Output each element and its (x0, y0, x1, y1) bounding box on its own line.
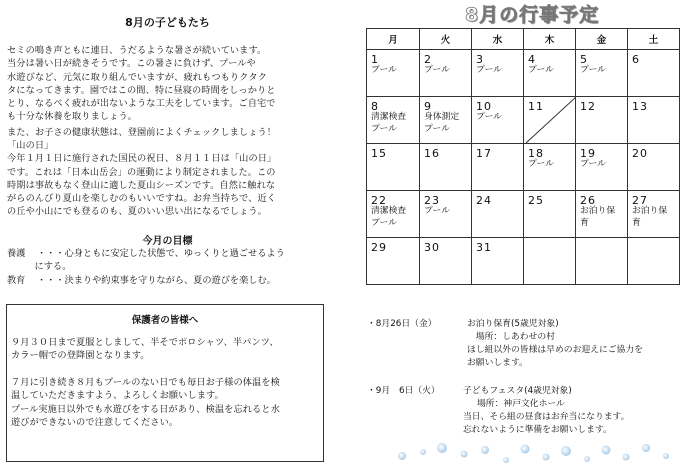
day-event: プール (371, 65, 397, 75)
goals-title: 今月の目標 (142, 236, 193, 247)
calendar-day-cell (367, 50, 420, 97)
kids-paragraph-2: また、お子さの健康状態は、登園前によくチェックしましょう！ (7, 127, 277, 138)
day-number: 1 (371, 53, 379, 66)
event-1-line: お願いします。 (467, 358, 528, 368)
weekday-wed: 水 (472, 29, 524, 50)
day-number: 25 (528, 194, 544, 207)
calendar-day-cell (472, 50, 524, 97)
calendar-day-cell (420, 238, 472, 285)
day-number: 20 (632, 147, 648, 160)
day-event: 清潔検査 プール (371, 206, 407, 228)
calendar-day-cell (576, 191, 628, 238)
calendar-day-cell-holiday (524, 97, 576, 144)
bubble-dot (503, 457, 509, 463)
calendar-day-cell (367, 144, 420, 191)
event-1-line: お泊り保育(5歳児対象) (467, 319, 559, 329)
calendar-day-cell (524, 50, 576, 97)
day-number: 13 (632, 100, 648, 113)
calendar-day-cell (472, 191, 524, 238)
calendar-day-cell (367, 191, 420, 238)
calendar-day-cell (420, 97, 472, 144)
event-1-line: 場所：しあわせの村 (467, 332, 555, 342)
bubble-dot (437, 443, 447, 453)
bubble-dot (543, 454, 550, 461)
weekday-sat: 土 (628, 29, 680, 50)
bubble-dot (663, 453, 669, 459)
day-number: 16 (424, 147, 440, 160)
day-number: 12 (580, 100, 596, 113)
day-number: 2 (424, 53, 432, 66)
calendar-day-cell (628, 50, 680, 97)
calendar-week (367, 144, 680, 191)
weekday-tue: 火 (420, 29, 472, 50)
event-2-line: 忘れないように準備をお願いします。 (463, 425, 612, 435)
calendar-day-cell (472, 97, 524, 144)
day-event: プール (528, 159, 554, 169)
goal-nursing (7, 247, 332, 274)
day-number: 6 (632, 53, 640, 66)
day-number: 10 (476, 100, 492, 113)
day-number: 3 (476, 53, 484, 66)
day-event: プール (424, 206, 450, 216)
calendar-day-cell (628, 144, 680, 191)
calendar-day-cell (420, 50, 472, 97)
parents-notice-box (6, 304, 324, 462)
bubble-dot (623, 454, 630, 461)
calendar-day-cell (524, 144, 576, 191)
calendar-week (367, 50, 680, 97)
calendar-day-cell (576, 50, 628, 97)
day-number: 9 (424, 100, 432, 113)
day-number: 15 (371, 147, 387, 160)
weekday-header-row (367, 29, 680, 50)
left-column (0, 0, 335, 473)
day-event: 清潔検査 プール (371, 112, 407, 134)
decorative-bubbles (390, 440, 680, 473)
bubble-dot (521, 445, 530, 454)
day-event: お泊り保 育 (580, 206, 616, 228)
day-number: 4 (528, 53, 536, 66)
day-number: 29 (371, 241, 387, 254)
calendar-day-cell (576, 97, 628, 144)
day-number: 27 (632, 194, 648, 207)
calendar-week (367, 97, 680, 144)
day-event: プール (528, 65, 554, 75)
bubble-dot (584, 456, 590, 462)
notice-paragraph-2: ７月に引き続き８月もプールのない日でも毎日お子様の体温を検 温していただきますよう、よろしくお願いします。 プール実施日以外でも水遊びをする日があり、検温を忘れると水 遊びができないので注意してください。 (11, 377, 280, 428)
event-1-line: ほし組以外の皆様は早めのお迎えにご協力を (467, 345, 643, 355)
calendar-day-cell-empty (576, 238, 628, 285)
weekday-thu: 木 (524, 29, 576, 50)
day-number: 19 (580, 147, 596, 160)
event-2-line: 子どもフェスタ(4歳児対象) (463, 386, 572, 396)
bubble-dot (461, 451, 468, 458)
goal-label: 養護 (7, 248, 26, 259)
day-number: 17 (476, 147, 492, 160)
goal-label: 教育 (7, 275, 26, 286)
calendar-day-cell-empty (524, 238, 576, 285)
day-number: 23 (424, 194, 440, 207)
day-event: プール (476, 65, 502, 75)
day-event: プール (424, 65, 450, 75)
calendar-day-cell (628, 191, 680, 238)
calendar-day-cell (420, 191, 472, 238)
bubble-dot (642, 444, 650, 452)
calendar-day-cell (420, 144, 472, 191)
event-1-date: ・8月26日（金） (367, 319, 437, 329)
notice-paragraph-1: ９月３０日まで夏服としまして、半そでポロシャツ、半パンツ、 カラー帽での登降園となります。 (11, 337, 279, 362)
calendar-day-cell (576, 144, 628, 191)
day-event: 身体測定 プール (424, 112, 460, 134)
calendar-day-cell (472, 144, 524, 191)
event-2-date: ・9月 6日（火） (367, 386, 440, 396)
goal-education (7, 274, 332, 287)
day-number: 11 (528, 100, 544, 113)
event-2-line: 当日、そら組の昼食はお弁当になります。 (463, 412, 630, 422)
right-column (335, 0, 680, 473)
day-number: 26 (580, 194, 596, 207)
day-event: プール (476, 112, 502, 122)
calendar-day-cell (367, 97, 420, 144)
august-calendar (366, 28, 680, 285)
bubble-dot (602, 446, 611, 455)
goal-text: ・・・決まりや約束事を守りながら、夏の遊びを楽しむ。 (37, 275, 276, 286)
day-number: 8 (371, 100, 379, 113)
kids-section-title: 8月の子どもたち (125, 16, 210, 29)
day-number: 22 (371, 194, 387, 207)
weekday-fri: 金 (576, 29, 628, 50)
holiday-diagonal-slash (524, 97, 576, 143)
calendar-day-cell (628, 97, 680, 144)
day-number: 30 (424, 241, 440, 254)
notice-title: 保護者の皆様へ (131, 315, 199, 326)
day-event: お泊り保 育 (632, 206, 668, 228)
day-event: プール (580, 159, 606, 169)
bubble-dot (398, 452, 406, 460)
bubble-dot (420, 449, 426, 455)
day-number: 5 (580, 53, 588, 66)
calendar-day-cell-empty (628, 238, 680, 285)
calendar-body (367, 50, 680, 285)
day-event: プール (580, 65, 606, 75)
schedule-banner-title: 8月の行事予定 (465, 4, 600, 26)
calendar-day-cell (367, 238, 420, 285)
calendar-week (367, 238, 680, 285)
bubble-dot (481, 446, 489, 454)
day-number: 24 (476, 194, 492, 207)
event-2-line: 場所：神戸文化ホール (477, 399, 565, 409)
weekday-mon: 月 (367, 29, 420, 50)
goal-text: ・・・心身ともに安定した状態で、ゆっくりと過ごせるよう にする。 (34, 248, 285, 273)
calendar-day-cell (524, 191, 576, 238)
bubble-dot (561, 446, 571, 456)
calendar-day-cell (472, 238, 524, 285)
kids-paragraph-1: セミの鳴き声ともに連日、うだるような暑さが続いています。 当分は暑い日が続きそうです。この暑さに負けず、プールや 水遊びなど、元気に取り組んでいますが、疲れもつもりクタク タになってきます。園ではこの間、特に昼寝の時間をしっかりと とり、なるべく疲れが出ないような工夫をしています。ご自宅で も十分な休養を取りましょう。 (7, 45, 276, 123)
calendar-week (367, 191, 680, 238)
day-number: 31 (476, 241, 492, 254)
yama-no-hi-paragraph: 「山の日」 今年１月１日に施行された国民の祝日、８月１１日は「山の日」 です。これは「日本山岳会」の運動により制定されました。この 時期は事故もなく登山に適した夏山シーズンです。自然に触れな がらのんびり夏山を楽しむのもいいですね。お弁当持ちで、近く の丘や小山にでも登るのも、夏のいい思い出になるでしょう。 (7, 140, 277, 218)
day-number: 18 (528, 147, 544, 160)
